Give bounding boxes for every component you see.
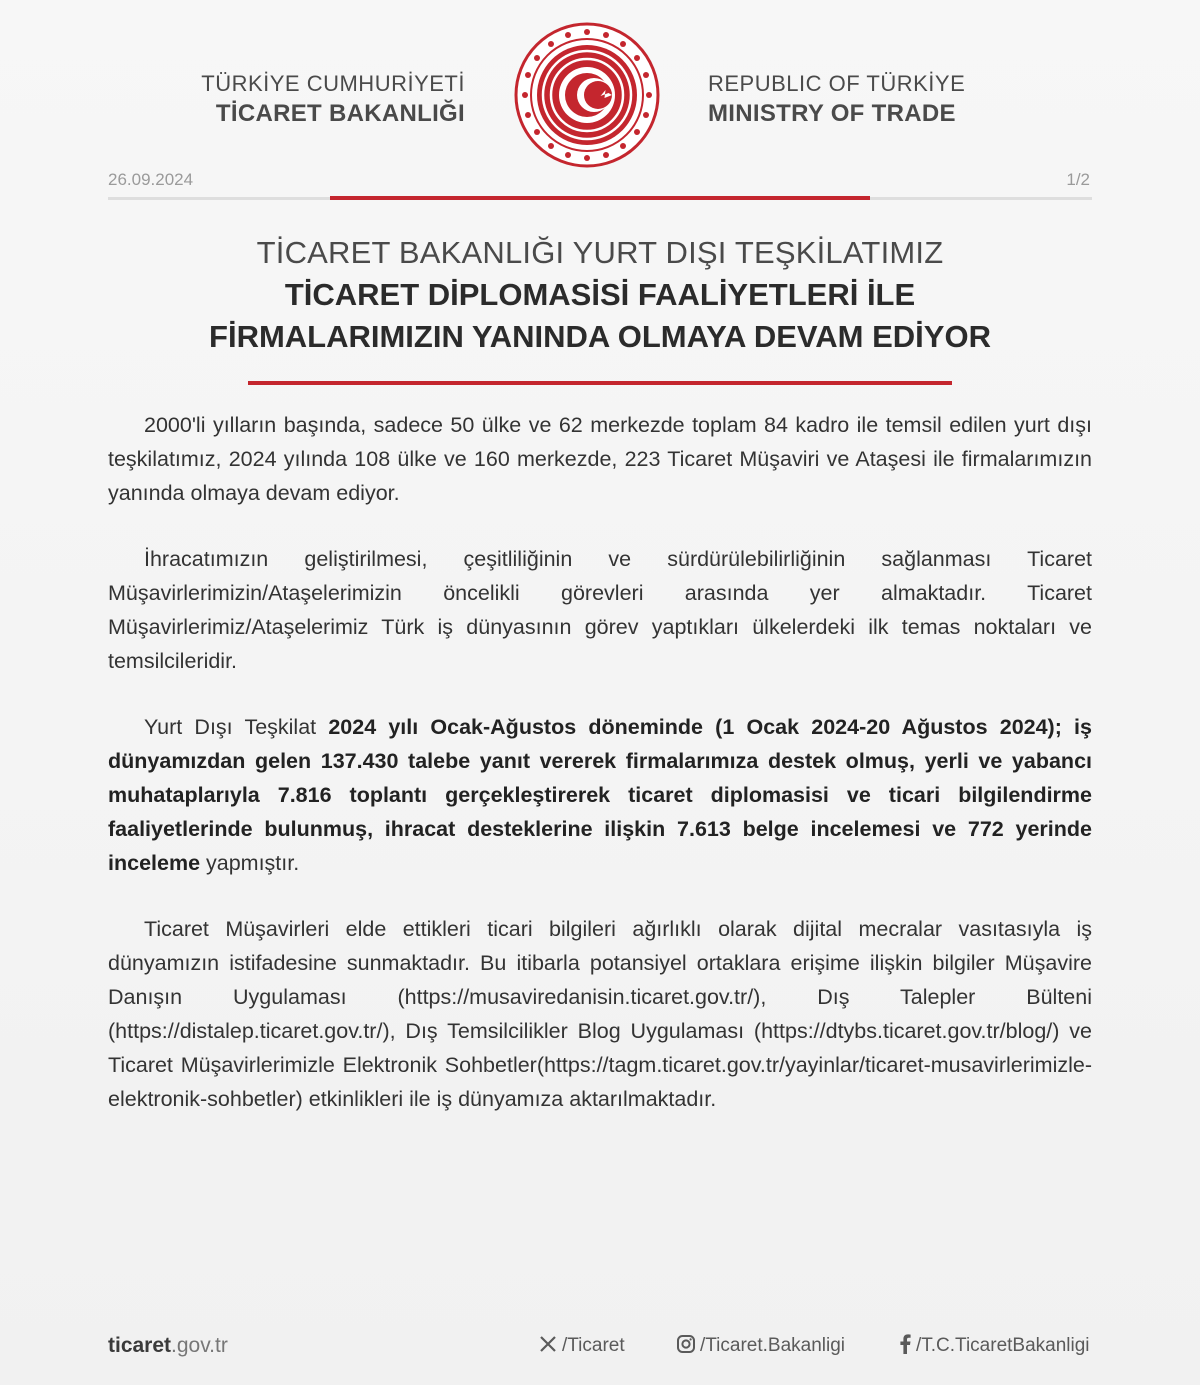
paragraph-3-start: Yurt Dışı Teşkilat [144, 715, 329, 739]
title-line-1: TİCARET BAKANLIĞI YURT DIŞI TEŞKİLATIMIZ [256, 235, 944, 270]
title-accent-divider [248, 381, 952, 385]
page-number: 1/2 [1066, 170, 1090, 189]
title-line-3: FİRMALARIMIZIN YANINDA OLMAYA DEVAM EDİYOR [209, 319, 991, 354]
facebook-icon [898, 1334, 912, 1354]
footer-x-link[interactable] [538, 1334, 625, 1357]
header-left-ministry: TİCARET BAKANLIĞI [215, 100, 465, 127]
footer-facebook-handle: /T.C.TicaretBakanligi [916, 1335, 1090, 1356]
footer-site-name: ticaret [108, 1334, 172, 1357]
paragraph-3-end: yapmıştır. [200, 851, 300, 875]
x-logo-icon [538, 1334, 558, 1354]
header-left-block [170, 70, 465, 130]
page-title [100, 232, 1100, 358]
footer-instagram-handle: /Ticaret.Bakanligi [700, 1335, 846, 1356]
header-left-country: TÜRKİYE CUMHURİYETİ [201, 71, 465, 96]
header-accent-divider [330, 196, 870, 200]
footer-site-tld: .gov.tr [171, 1334, 228, 1357]
header-right-country: REPUBLIC OF TÜRKİYE [708, 71, 966, 96]
footer-x-handle: /Ticaret [562, 1335, 625, 1356]
footer-website[interactable] [108, 1334, 228, 1358]
paragraph-3 [108, 710, 1092, 880]
paragraph-2: İhracatımızın geliştirilmesi, çeşitliliğinin ve sürdürülebilirliğinin sağlanması Ticaret Müşavirlerimizin/Ataşelerimizin öncelikli görevleri arasında yer almaktadır. Ticaret Müşavirlerimiz/Ataşelerimiz Türk iş dünyasının görev yaptıkları ülkelerdeki ilk temas noktaları ve temsilcileridir. [108, 547, 1092, 673]
instagram-icon [676, 1334, 696, 1354]
header-right-ministry: MINISTRY OF TRADE [708, 100, 956, 127]
header-right-block [708, 70, 1028, 130]
paragraph-4: Ticaret Müşavirleri elde ettikleri ticari bilgileri ağırlıklı olarak dijital mecralar vasıtasıyla iş dünyamızın istifadesine sunmaktadır. Bu itibarla potansiyel ortaklara erişime ilişkin bilgiler Müşavire Danışın Uygulaması (https://musaviredanisin.ticaret.gov.tr/), Dış Talepler Bülteni (https://distalep.ticaret.gov.tr/), Dış Temsilcilikler Blog Uygulaması (https://dtybs.ticaret.gov.tr/blog/) ve Ticaret Müşavirlerimizle Elektronik Sohbetler(https://tagm.ticaret.gov.tr/yayinlar/ticaret-musavirlerimizle-elektronik-sohbetler) etkinlikleri ile iş dünyamıza aktarılmaktadır. [108, 917, 1092, 1111]
press-release-body [108, 408, 1092, 1148]
paragraph-3-highlight: 2024 yılı Ocak-Ağustos döneminde (1 Ocak 2024-20 Ağustos 2024); iş dünyamızdan gelen 137.430 talebe yanıt vererek firmalarımıza destek olmuş, yerli ve yabancı muhataplarıyla 7.816 toplantı gerçekleştirerek ticaret diplomasisi ve ticari bilgilendirme faaliyetlerinde bulunmuş, ihracat desteklerine ilişkin 7.613 belge incelemesi ve 772 yerinde inceleme [108, 715, 1092, 875]
footer-instagram-link[interactable] [676, 1334, 845, 1357]
title-line-2: TİCARET DİPLOMASİSİ FAALİYETLERİ İLE [284, 277, 916, 312]
release-date: 26.09.2024 [108, 170, 194, 189]
footer-facebook-link[interactable] [898, 1334, 1090, 1357]
paragraph-1: 2000'li yılların başında, sadece 50 ülke ve 62 merkezde toplam 84 kadro ile temsil edilen yurt dışı teşkilatımız, 2024 yılında 108 ülke ve 160 merkezde, 223 Ticaret Müşaviri ve Ataşesi ile firmalarımızın yanında olmaya devam ediyor. [108, 413, 1092, 505]
crescent-star-seal-icon [514, 22, 660, 168]
